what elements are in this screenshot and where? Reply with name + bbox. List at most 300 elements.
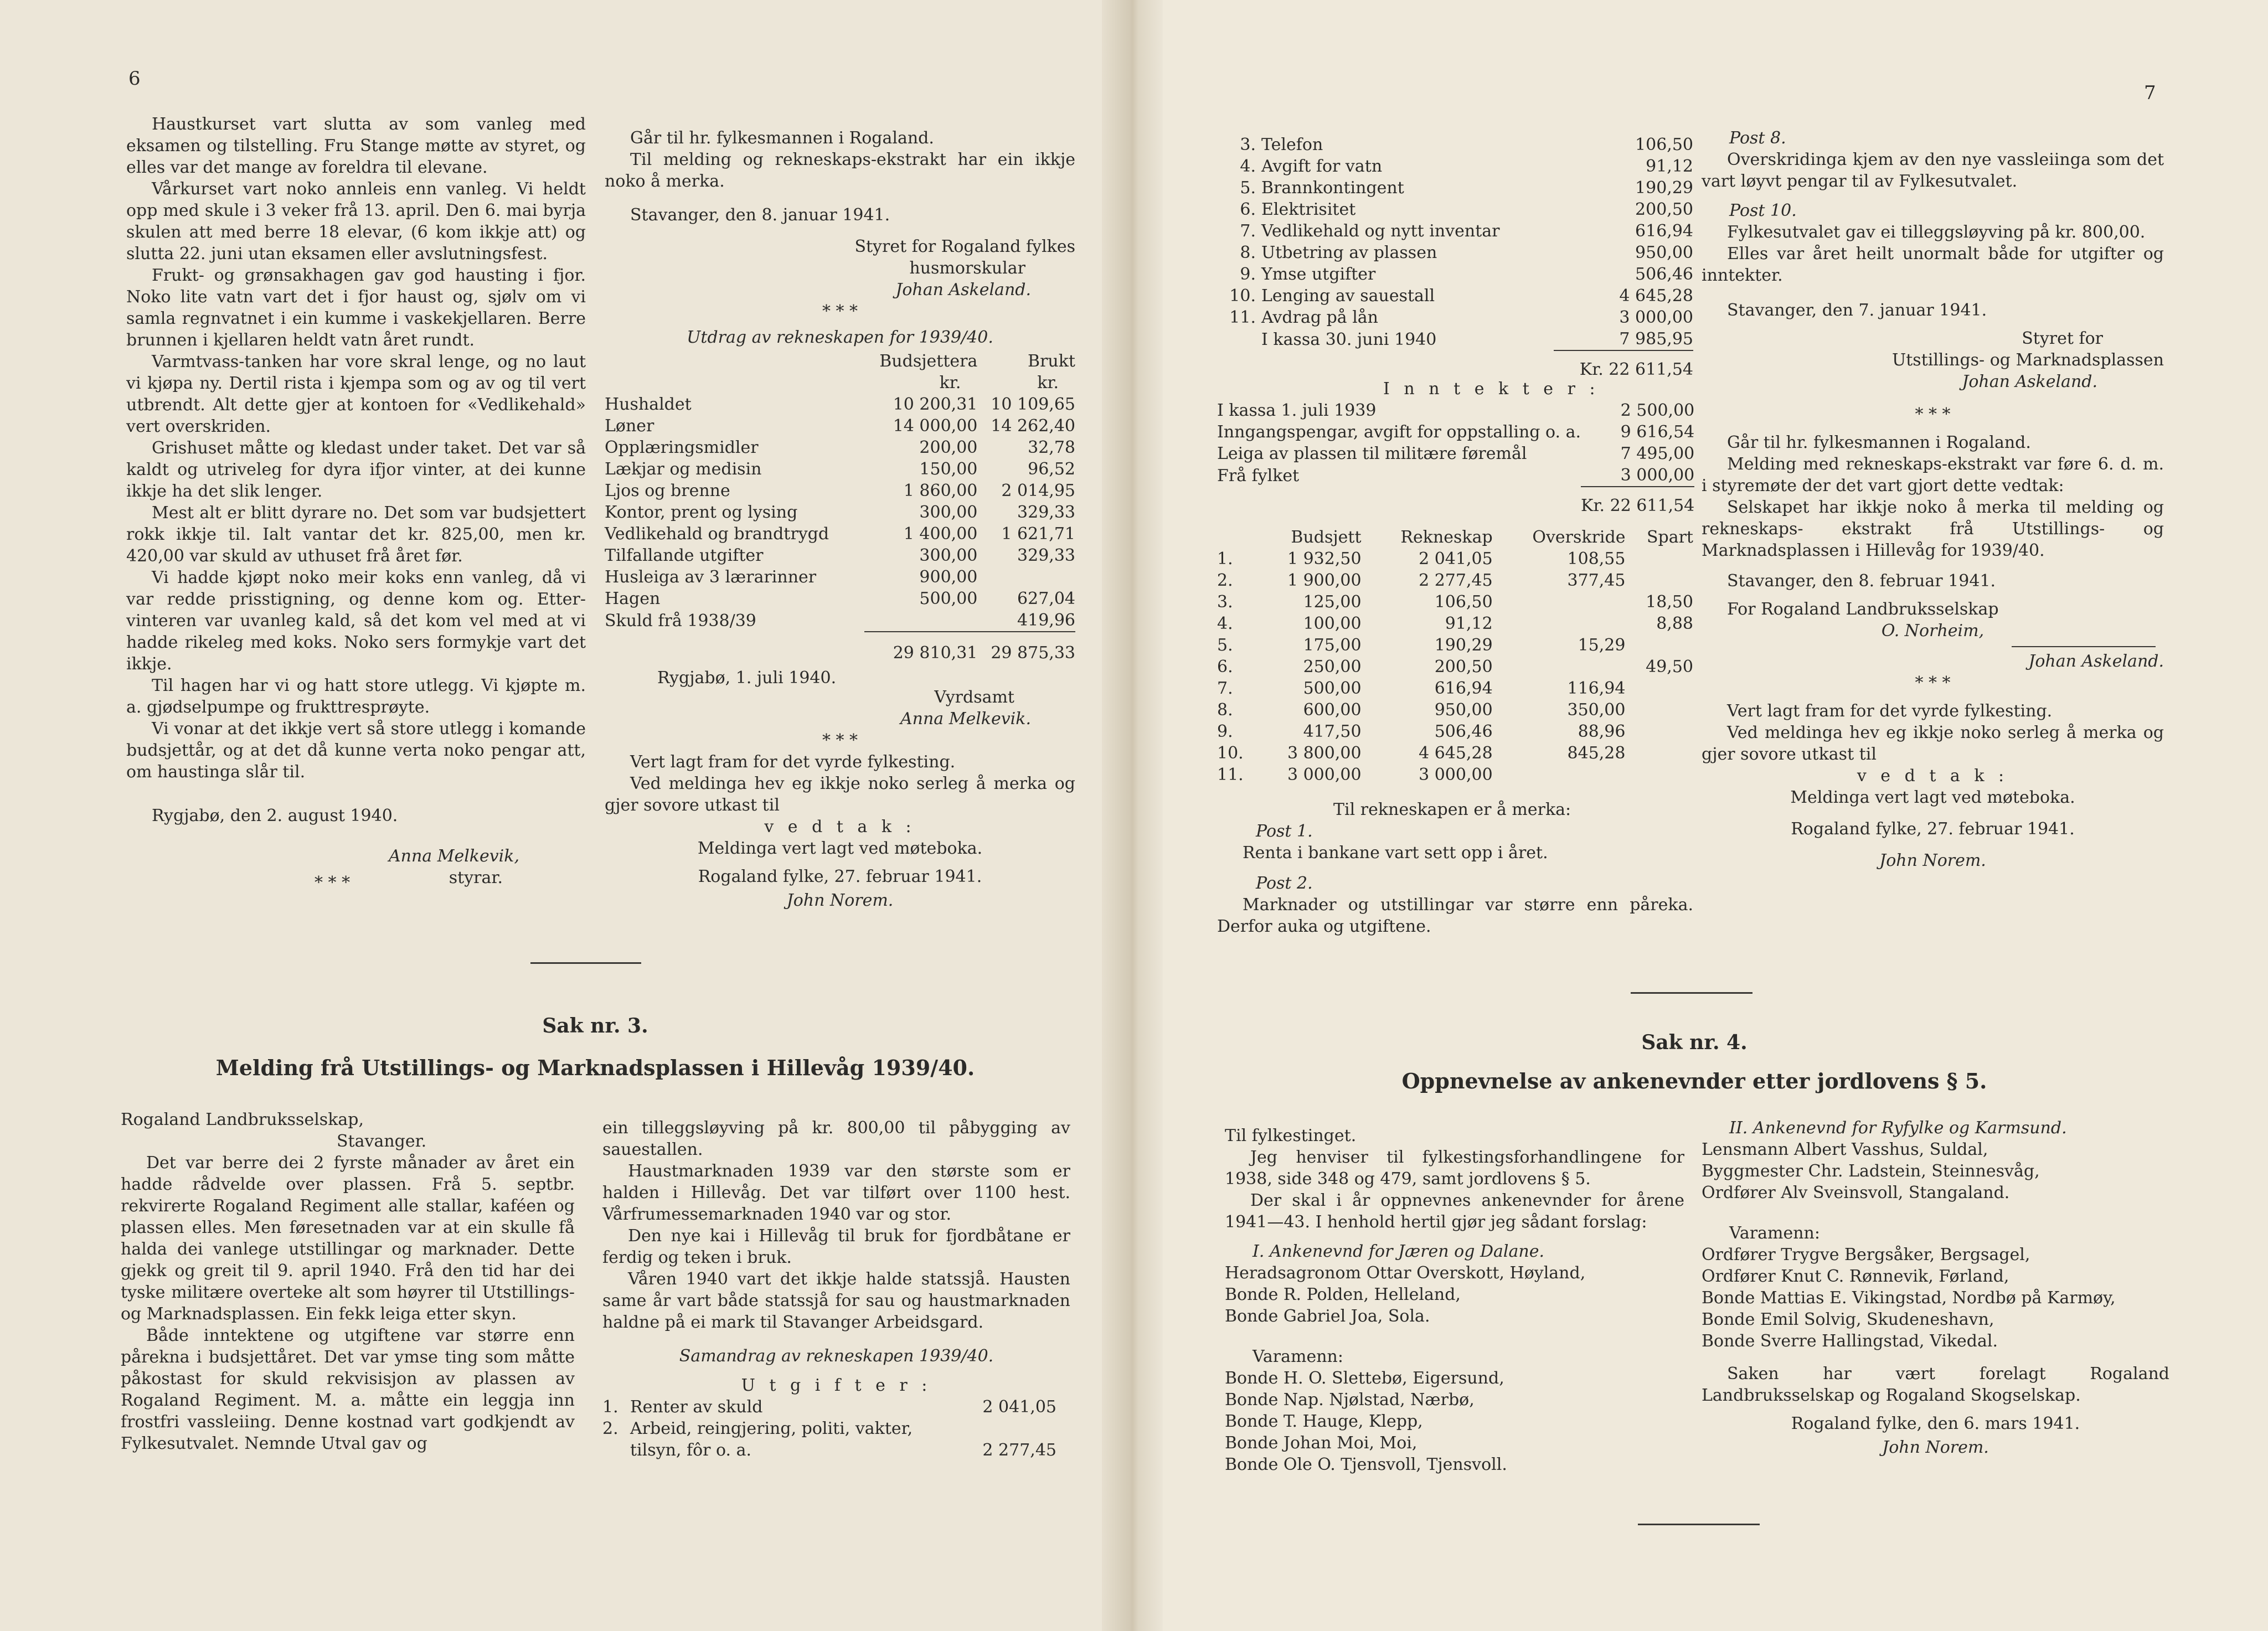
row-label: Ljos og brenne <box>605 481 730 500</box>
table-row <box>602 1418 1056 1439</box>
table-row <box>1217 443 1694 464</box>
table-row <box>1217 721 1693 742</box>
table-title: Utdrag av rekneskapen for 1939/40. <box>687 328 993 347</box>
table-total-row <box>1217 487 1694 517</box>
item-number: 11. <box>1229 308 1256 327</box>
table-title: Samandrag av rekneskapen 1939/40. <box>679 1346 994 1366</box>
account-cell: 616,94 <box>1434 679 1493 698</box>
budget-comparison-table <box>1217 527 1693 786</box>
item-number: 5. <box>1240 178 1256 198</box>
account-cell: 190,29 <box>1434 636 1493 655</box>
budget-cell: 3 800,00 <box>1287 744 1362 763</box>
spent-cell: 1 621,71 <box>1001 524 1075 544</box>
income-total: Kr. 22 611,54 <box>1581 487 1694 517</box>
row-number: 1. <box>1217 549 1233 569</box>
account-cell: 2 277,45 <box>1419 571 1493 590</box>
member-line: Heradsagronom Ottar Overskott, Høyland, <box>1225 1263 1586 1283</box>
paragraph: Ved meldinga hev eg ikkje noko serleg å merka og gjer sovore utkast til <box>605 774 1075 815</box>
paragraph: Vårkurset vart noko annleis enn vanleg. Vi heldt opp med skule i 3 veker frå 13. april. Den 6. mai byrja skulen att med berre 18 elevar, (6 kom ikkje att) og slutta 22. juni utan eksamen eller avslutningsfest. <box>126 179 586 264</box>
board-line: Utstillings- og Marknadsplassen <box>1891 350 2164 370</box>
signature: O. Norheim, <box>1881 621 1984 641</box>
overrun-cell: 116,94 <box>1567 679 1626 698</box>
budget-cell: 300,00 <box>919 546 978 565</box>
left-col-1 <box>126 113 586 894</box>
expenses-table-part1 <box>602 1396 1056 1461</box>
saved-cell <box>1625 678 1693 699</box>
place-date: Stavanger, den 8. januar 1941. <box>630 205 890 225</box>
item-number: 9. <box>1240 265 1256 284</box>
item-amount: 3 000,00 <box>1619 308 1693 327</box>
table-total-row <box>1217 350 1693 380</box>
row-label: Kontor, prent og lysing <box>605 503 798 522</box>
paragraph: Renta i bankane vart sett opp i året. <box>1243 843 1548 863</box>
table-row <box>1217 134 1693 156</box>
table-row <box>1217 242 1693 264</box>
place-date: Rogaland fylke, 27. februar 1941. <box>698 867 982 886</box>
item-text: Avgift for vatn <box>1261 157 1383 176</box>
row-number: 11. <box>1217 765 1244 784</box>
table-row <box>1217 613 1693 634</box>
paragraph: Fylkesutvalet gav ei tilleggsløyving på kr. 800,00. <box>1727 223 2146 242</box>
table-row <box>605 523 1075 545</box>
paragraph: Meldinga vert lagt ved møteboka. <box>1790 788 2075 807</box>
item-text: Utbetring av plassen <box>1261 243 1437 262</box>
final-signature: John Norem. <box>786 891 894 910</box>
budget-cell: 250,00 <box>1303 657 1362 677</box>
section-rule <box>530 962 641 964</box>
row-number: 4. <box>1217 614 1233 633</box>
overrun-cell: 350,00 <box>1567 700 1626 720</box>
row-label: Vedlikehald og brandtrygd <box>605 524 829 544</box>
income-amount: 9 616,54 <box>1620 422 1695 442</box>
table-header-row <box>1217 527 1693 548</box>
budget-cell: 14 000,00 <box>893 416 978 436</box>
budget-cell <box>864 610 978 632</box>
final-signature: John Norem. <box>1882 1438 1989 1457</box>
item-text: Brannkontingent <box>1261 178 1404 198</box>
item-text: Ymse utgifter <box>1261 265 1376 284</box>
paragraph: Mest alt er blitt dyrare no. Det som var budsjettert rokk ikkje til. Ialt vantar det kr. 825,00, men kr. 420,00 var skuld av uthuset frå året før. <box>126 503 586 566</box>
item-text: Telefon <box>1261 135 1323 154</box>
paragraph: Saken har vært forelagt Rogaland Landbruksselskap og Rogaland Skogselskap. <box>1702 1364 2169 1405</box>
signature-rule <box>2012 646 2156 647</box>
item-text: tilsyn, fôr o. a. <box>630 1441 752 1460</box>
paragraph: Grishuset måtte og kledast under taket. Det var så kaldt og utriveleg for dyra ifjor vinter, at dei kunne ikkje ha det slik lenger. <box>126 438 586 501</box>
page-number-left: 6 <box>128 68 141 90</box>
income-text: Frå fylket <box>1217 466 1300 486</box>
budget-cell: 200,00 <box>919 438 978 457</box>
table-row <box>1217 570 1693 591</box>
item-number: 7. <box>1240 221 1256 241</box>
table-row <box>605 502 1075 523</box>
paragraph: Elles var året heilt unormalt både for utgifter og inntekter. <box>1702 244 2164 285</box>
table-row <box>605 566 1075 588</box>
left-col-3 <box>121 1109 575 1454</box>
item-text: Vedlikehald og nytt inventar <box>1261 221 1500 241</box>
table-row <box>1217 199 1693 220</box>
paragraph: Meldinga vert lagt ved møteboka. <box>697 839 983 858</box>
saved-cell: 8,88 <box>1656 614 1693 633</box>
committee-heading: I. Ankenevnd for Jæren og Dalane. <box>1252 1242 1544 1261</box>
post-label: Post 10. <box>1729 201 1797 220</box>
saved-cell <box>1625 699 1693 721</box>
item-amount: 616,94 <box>1635 221 1693 241</box>
budget-cell: 500,00 <box>1303 679 1362 698</box>
vedtak-heading: v e d t a k : <box>764 817 916 837</box>
budget-cell: 1 860,00 <box>903 481 978 500</box>
account-cell: 200,50 <box>1434 657 1493 677</box>
overrun-cell: 845,28 <box>1567 744 1626 763</box>
separator-stars: * * * <box>822 302 858 321</box>
paragraph: Jeg henviser til fylkestingsforhandlingene for 1938, side 348 og 479, samt jordlovens § 5. <box>1225 1148 1684 1189</box>
item-amount: 190,29 <box>1635 178 1693 198</box>
paragraph: Vi hadde kjøpt noko meir koks enn vanleg, då vi var redde prisstigning, og denne kom og. Etter-vinteren var uvanleg kald, så det kom vel med at vi hadde rikeleg med koks. Noko sers formykje vart det ikkje. <box>126 568 586 674</box>
saved-cell: 18,50 <box>1646 592 1693 612</box>
table-row <box>1217 177 1693 199</box>
table-row <box>1217 656 1693 678</box>
item-amount: 2 277,45 <box>982 1441 1056 1460</box>
item-amount: 4 645,28 <box>1619 286 1693 306</box>
table-row <box>1217 156 1693 177</box>
total-spent: 29 875,33 <box>977 632 1075 664</box>
income-heading: I n n t e k t e r : <box>1383 379 1600 399</box>
item-number: 4. <box>1240 157 1256 176</box>
spent-cell: 329,33 <box>1017 503 1075 522</box>
paragraph: Selskapet har ikkje noko å merka til melding og rekneskaps- ekstrakt frå Utstillings- og Marknadsplassen i Hillevåg for 1939/40. <box>1702 498 2164 560</box>
section-number: Sak nr. 3. <box>542 1014 648 1038</box>
item-amount: 91,12 <box>1646 157 1693 176</box>
address-line: Stavanger. <box>337 1132 427 1151</box>
item-amount: 2 041,05 <box>982 1397 1056 1417</box>
separator-stars: * * * <box>1915 673 1951 693</box>
budget-cell: 150,00 <box>919 460 978 479</box>
budget-cell: 600,00 <box>1303 700 1362 720</box>
place-date: Stavanger, den 7. januar 1941. <box>1727 301 1987 320</box>
overrun-cell <box>1493 764 1626 786</box>
table-row <box>1217 307 1693 328</box>
row-number: 5. <box>1217 636 1233 655</box>
right-col-3 <box>1225 1125 1684 1475</box>
column-header: Overskride <box>1532 528 1626 547</box>
column-header: Rekneskap <box>1400 528 1493 547</box>
committee-heading: II. Ankenevnd for Ryfylke og Karmsund. <box>1729 1118 2067 1138</box>
table-row <box>1217 591 1693 613</box>
right-col-2 <box>1702 127 2164 871</box>
member-line: Bonde Sverre Hallingstad, Vikedal. <box>1702 1331 1998 1351</box>
item-amount: 200,50 <box>1635 200 1693 219</box>
paragraph: Våren 1940 vart det ikkje halde statssjå. Hausten same år vart både statssjå for sau og haustmarknaden haldne på ei mark til Stavanger Arbeidsgard. <box>602 1269 1070 1332</box>
overrun-cell: 377,45 <box>1567 571 1626 590</box>
saved-cell <box>1625 634 1693 656</box>
item-number: 6. <box>1240 200 1256 219</box>
row-label: Hushaldet <box>605 395 692 414</box>
expenses-total: Kr. 22 611,54 <box>1554 350 1693 380</box>
expenses-table-part2 <box>1217 134 1693 380</box>
row-label: Tilfallande utgifter <box>605 546 764 565</box>
board-line: Styret for Rogaland fylkes <box>854 237 1075 256</box>
account-cell: 4 645,28 <box>1419 744 1493 763</box>
paragraph: Til hagen har vi og hatt store utlegg. Vi kjøpte m. a. gjødselpumpe og frukttresprøyte. <box>126 676 586 717</box>
budget-cell: 300,00 <box>919 503 978 522</box>
signature: Johan Askeland. <box>2028 652 2164 671</box>
table-row <box>605 610 1075 632</box>
account-cell: 2 041,05 <box>1419 549 1493 569</box>
budget-cell: 125,00 <box>1303 592 1362 612</box>
item-text: Avdrag på lån <box>1261 308 1378 327</box>
item-number: 10. <box>1229 286 1256 306</box>
member-line: Ordfører Alv Sveinsvoll, Stangaland. <box>1702 1183 2010 1202</box>
row-number: 6. <box>1217 657 1233 677</box>
paragraph: Til melding og rekneskaps-ekstrakt har ein ikkje noko å merka. <box>605 150 1075 191</box>
row-number: 9. <box>1217 722 1233 741</box>
member-line: Bonde Gabriel Joa, Sola. <box>1225 1307 1430 1326</box>
book-gutter <box>1102 0 1163 1631</box>
paragraph: Varmtvass-tanken har vore skral lenge, og no laut vi kjøpa ny. Dertil rista i kjempa som og av og til vert utbrendt. Alt dette gjer at kontoen for «Vedlikehald» vert overskriden. <box>126 352 586 436</box>
paragraph: Både inntektene og utgiftene var større enn pårekna i budsjettåret. Det var ymse ting som måtte påkostast for skuld rekvisisjon av plassen av Rogaland Regiment. M. a. måtte ein leggja inn frostfri vassleiing. Denne kostnad vart godkjendt av Fylkesutvalet. Nemnde Utval gav og <box>121 1326 575 1453</box>
addressee: Til fylkestinget. <box>1225 1126 1357 1145</box>
paragraph: Marknader og utstillingar var større enn påreka. Derfor auka og utgiftene. <box>1217 895 1693 936</box>
member-line: Bonde Mattias E. Vikingstad, Nordbø på Karmøy, <box>1702 1288 2116 1308</box>
member-line: Byggmester Chr. Ladstein, Steinnesvåg, <box>1702 1162 2040 1181</box>
post-label: Post 8. <box>1729 128 1786 148</box>
regards: Vyrdsamt <box>934 688 1014 707</box>
row-label: Skuld frå 1938/39 <box>605 611 756 631</box>
saved-cell <box>1625 721 1693 742</box>
overrun-cell <box>1493 591 1626 613</box>
for-line: For Rogaland Landbruksselskap <box>1727 600 1999 619</box>
row-number: 7. <box>1217 679 1233 698</box>
substitutes-heading: Varamenn: <box>1729 1224 1820 1243</box>
row-number: 8. <box>1217 700 1233 720</box>
row-label: Opplæringsmidler <box>605 438 759 457</box>
right-col-4 <box>1702 1117 2169 1458</box>
item-amount: 106,50 <box>1635 135 1693 154</box>
income-amount: 2 500,00 <box>1620 401 1695 420</box>
paragraph: Frukt- og grønsakhagen gav god hausting i fjor. Noko lite vatn vart det i fjor haust og, sjølv om vi samla regnvatnet i ein kumme i vaskekjellaren. Berre brunnen i kjellaren heldt vatn året rundt. <box>126 266 586 350</box>
table-row <box>1217 464 1694 487</box>
table-row <box>602 1396 1056 1418</box>
table-row <box>1217 421 1694 443</box>
member-line: Bonde H. O. Slettebø, Eigersund, <box>1225 1369 1504 1388</box>
item-number: 8. <box>1240 243 1256 262</box>
spent-cell <box>977 566 1075 588</box>
member-line: Bonde T. Hauge, Klepp, <box>1225 1412 1423 1431</box>
spent-cell: 10 109,65 <box>991 395 1075 414</box>
table-row <box>1217 220 1693 242</box>
budget-cell: 500,00 <box>919 589 978 608</box>
table-row <box>605 480 1075 502</box>
table-row <box>605 394 1075 415</box>
paragraph: Det var berre dei 2 fyrste månader av året ein hadde rådvelde over plassen. Frå 5. septbr. rekvirerte Rogaland Regiment alle stallar, kaféen og plassen elles. Men føresetnaden var at ein skulle få halda dei vanlege utstillingar og marknader. Dette gjekk og greit til 9. april 1940. Frå den tid har dei tyske militære overteke alt som høyrer til Utstillings- og Marknadsplassen. Ein fekk leiga etter skyn. <box>121 1153 575 1324</box>
member-line: Lensmann Albert Vasshus, Suldal, <box>1702 1140 1988 1159</box>
separator-stars: * * * <box>822 731 858 750</box>
substitutes-heading: Varamenn: <box>1252 1347 1343 1366</box>
signature-name: Anna Melkevik, <box>389 847 519 866</box>
income-text: Inngangspengar, avgift for oppstalling o. a. <box>1217 422 1581 442</box>
left-col-2 <box>605 127 1075 911</box>
vedtak-heading: v e d t a k : <box>1857 766 2009 786</box>
spent-cell: 2 014,95 <box>1001 481 1075 500</box>
paragraph: Vert lagt fram for det vyrde fylkesting. <box>630 752 956 772</box>
row-number: 3. <box>1217 592 1233 612</box>
regards-signature: Anna Melkevik. <box>900 709 1031 729</box>
table-units-row <box>605 372 1075 394</box>
paragraph: ein tilleggsløyving på kr. 800,00 til påbygging av sauestallen. <box>602 1118 1070 1159</box>
account-cell: 91,12 <box>1445 614 1493 633</box>
table-row <box>1217 548 1693 570</box>
paragraph: Går til hr. fylkesmannen i Rogaland. <box>1727 433 2031 452</box>
separator-stars: * * * <box>315 873 350 892</box>
account-cell: 106,50 <box>1434 592 1493 612</box>
item-amount: 506,46 <box>1635 265 1693 284</box>
member-line: Bonde Johan Moi, Moi, <box>1225 1433 1418 1453</box>
table-row <box>1217 285 1693 307</box>
paragraph: Ved meldinga hev eg ikkje noko serleg å merka og gjer sovore utkast til <box>1702 723 2164 764</box>
separator-stars: * * * <box>1915 405 1951 424</box>
paragraph: Overskridinga kjem av den nye vassleiinga som det vart løyvt pengar til av Fylkesutvalet. <box>1702 150 2164 191</box>
place-date: Stavanger, den 8. februar 1941. <box>1727 571 1996 591</box>
board-line: Styret for <box>2022 329 2103 348</box>
account-cell: 506,46 <box>1434 722 1493 741</box>
row-number: 10. <box>1217 744 1244 763</box>
item-text: Arbeid, reingjering, politi, vakter, <box>630 1419 913 1438</box>
table-row <box>1217 742 1693 764</box>
row-label: Løner <box>605 416 654 436</box>
paragraph: Den nye kai i Hillevåg til bruk for fjordbåtane er ferdig og teken i bruk. <box>602 1226 1070 1267</box>
place-date: Rygjabø, den 2. august 1940. <box>152 806 398 825</box>
place-date: Rogaland fylke, den 6. mars 1941. <box>1791 1414 2080 1433</box>
item-number: 3. <box>1240 135 1256 154</box>
budget-cell: 10 200,31 <box>893 395 978 414</box>
column-unit: kr. <box>939 373 961 393</box>
post-label: Post 2. <box>1256 874 1313 893</box>
item-text: Renter av skuld <box>630 1397 763 1417</box>
final-signature: John Norem. <box>1879 851 1986 870</box>
member-line: Ordfører Knut C. Rønnevik, Førland, <box>1702 1267 2009 1286</box>
table-row <box>605 588 1075 610</box>
spent-cell: 329,33 <box>1017 546 1075 565</box>
table-row <box>1217 328 1693 350</box>
income-text: I kassa 1. juli 1939 <box>1217 401 1377 420</box>
spent-cell: 96,52 <box>1028 460 1075 479</box>
budget-cell: 900,00 <box>919 567 978 587</box>
post-label: Post 1. <box>1256 822 1313 841</box>
income-amount: 7 495,00 <box>1620 444 1695 463</box>
paragraph: Der skal i år oppnevnes ankenevnder for årene 1941—43. I henhold hertil gjør jeg sådant forslag: <box>1225 1191 1684 1232</box>
budget-cell: 1 932,50 <box>1287 549 1362 569</box>
overrun-cell <box>1493 613 1626 634</box>
spent-cell: 419,96 <box>1017 611 1075 630</box>
row-number: 2. <box>1217 571 1233 590</box>
item-text: Elektrisitet <box>1261 200 1356 219</box>
table-row <box>605 545 1075 566</box>
table-row <box>1217 678 1693 699</box>
income-amount: 3 000,00 <box>1620 466 1695 485</box>
column-header: Brukt <box>1028 352 1075 371</box>
table-row <box>1217 264 1693 285</box>
section-heading: Melding frå Utstillings- og Marknadsplassen i Hillevåg 1939/40. <box>215 1055 975 1080</box>
right-col-1 <box>1217 134 1693 937</box>
notes-intro: Til rekneskapen er å merka: <box>1333 800 1571 819</box>
paragraph: Melding med rekneskaps-ekstrakt var føre 6. d. m. i styremøte der det vart gjort dette vedtak: <box>1702 455 2164 496</box>
account-cell: 950,00 <box>1434 700 1493 720</box>
budget-cell: 417,50 <box>1303 722 1362 741</box>
page-number-right: 7 <box>2144 82 2156 104</box>
item-number: 2. <box>602 1419 618 1438</box>
member-line: Ordfører Trygve Bergsåker, Bergsagel, <box>1702 1245 2030 1264</box>
section-rule <box>1631 992 1752 994</box>
table-total-row <box>605 632 1075 664</box>
table-row <box>1217 764 1693 786</box>
column-header: Budsjett <box>1291 528 1362 547</box>
income-text: Leiga av plassen til militære føremål <box>1217 444 1527 463</box>
saved-cell: 49,50 <box>1646 657 1693 677</box>
paragraph: Haustkurset vart slutta av som vanleg med eksamen og tilstelling. Fru Stange møtte av styret, og elles var det mange av foreldra til elevane. <box>126 115 586 177</box>
row-label: Hagen <box>605 589 661 608</box>
table-row <box>602 1439 1056 1461</box>
left-col-4 <box>602 1117 1070 1461</box>
member-line: Bonde R. Polden, Helleland, <box>1225 1285 1461 1304</box>
section-heading: Oppnevnelse av ankenevnder etter jordlovens § 5. <box>1401 1069 1987 1093</box>
address-line: Rogaland Landbruksselskap, <box>121 1110 364 1129</box>
item-text: Lenging av sauestall <box>1261 286 1435 306</box>
table-header-row <box>605 350 1075 372</box>
saved-cell <box>1625 764 1693 786</box>
account-cell: 3 000,00 <box>1419 765 1493 784</box>
signature-role: styrar. <box>449 868 503 887</box>
budget-cell: 1 400,00 <box>903 524 978 544</box>
item-number <box>1217 328 1261 350</box>
place-date: Rogaland fylke, 27. februar 1941. <box>1791 819 2075 839</box>
table-row <box>1217 400 1694 421</box>
board-signature: Johan Askeland. <box>895 280 1031 300</box>
spent-cell: 627,04 <box>1017 589 1075 608</box>
overrun-cell: 88,96 <box>1578 722 1626 741</box>
section-number: Sak nr. 4. <box>1641 1031 1748 1054</box>
table-row <box>605 415 1075 437</box>
spent-cell: 14 262,40 <box>991 416 1075 436</box>
budget-cell: 3 000,00 <box>1287 765 1362 784</box>
income-table <box>1217 400 1694 517</box>
column-header: Spart <box>1646 528 1693 547</box>
budget-cell: 175,00 <box>1303 636 1362 655</box>
item-amount: 7 985,95 <box>1619 329 1693 349</box>
expenses-heading: U t g i f t e r : <box>741 1376 932 1395</box>
total-budget: 29 810,31 <box>864 632 978 664</box>
column-unit: kr. <box>1037 373 1059 393</box>
paragraph: Går til hr. fylkesmannen i Rogaland. <box>630 128 934 148</box>
paragraph: Vert lagt fram for det vyrde fylkesting. <box>1727 701 2053 721</box>
saved-cell <box>1625 742 1693 764</box>
row-label: Lækjar og medisin <box>605 460 762 479</box>
budget-cell: 1 900,00 <box>1287 571 1362 590</box>
column-header: Budsjettera <box>879 352 978 371</box>
spent-cell: 32,78 <box>1028 438 1075 457</box>
table-row <box>1217 634 1693 656</box>
table-row <box>1217 699 1693 721</box>
section-rule <box>1638 1524 1760 1525</box>
item-text: I kassa 30. juni 1940 <box>1261 329 1437 349</box>
item-amount: 950,00 <box>1635 243 1693 262</box>
saved-cell <box>1625 570 1693 591</box>
place-date: Rygjabø, 1. juli 1940. <box>657 668 837 688</box>
overrun-cell <box>1493 656 1626 678</box>
overrun-cell: 15,29 <box>1578 636 1626 655</box>
row-label: Husleiga av 3 lærarinner <box>605 567 817 587</box>
member-line: Bonde Nap. Njølstad, Nærbø, <box>1225 1390 1475 1410</box>
paragraph: Haustmarknaden 1939 var den største som er halden i Hillevåg. Det var tilført over 1100 hest. Vårfrumessemarknaden 1940 var og stor. <box>602 1162 1070 1224</box>
board-line: husmorskular <box>909 259 1025 278</box>
